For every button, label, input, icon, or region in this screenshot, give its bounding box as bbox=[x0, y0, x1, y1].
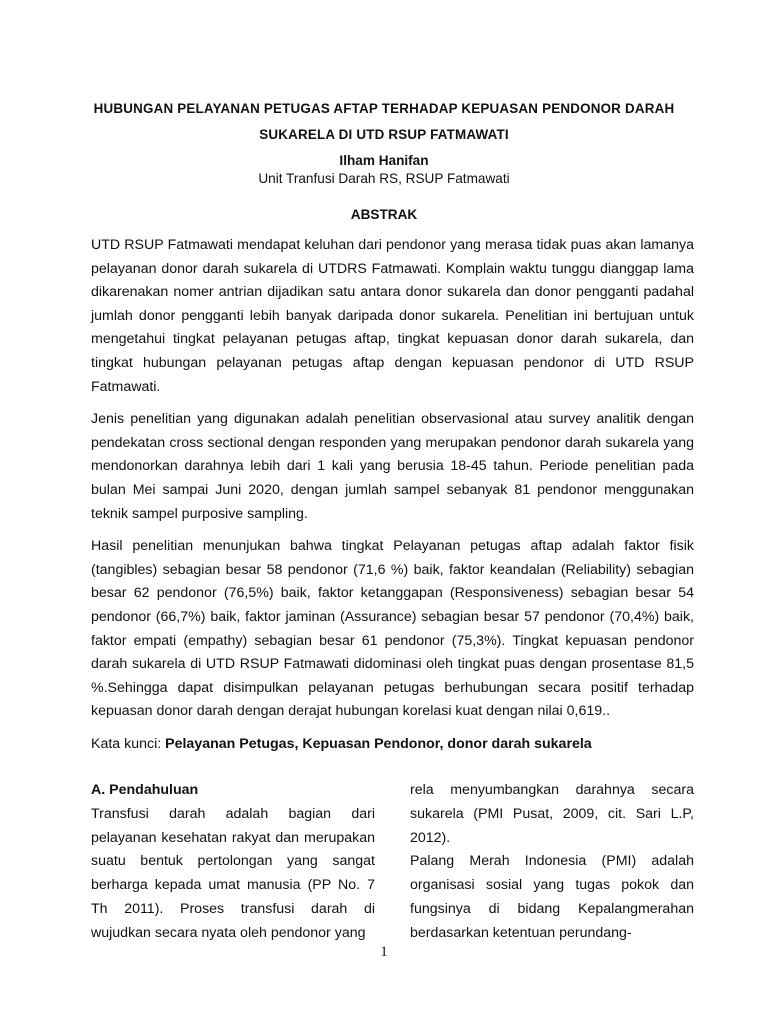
intro-paragraph: rela menyumbangkan darahnya secara sukarela (PMI Pusat, 2009, cit. Sari L.P, 2012). bbox=[410, 782, 694, 846]
abstract-paragraph: UTD RSUP Fatmawati mendapat keluhan dari pendonor yang merasa tidak puas akan lamanya pelayanan donor darah sukarela di UTDRS Fatmawati. Komplain waktu tunggu dianggap lama dikarenakan nomer antrian dijadikan satu antara donor sukarela dan donor pengganti padahal jumlah donor pengganti lebih banyak daripada donor sukarela. Penelitian ini bertujuan untuk mengetahui tingkat pelayanan petugas aftap, tingkat kepuasan donor darah sukarela, dan tingkat hubungan pelayanan petugas aftap dengan kepuasan pendonor di UTD RSUP Fatmawati. bbox=[91, 237, 694, 395]
column-right bbox=[410, 779, 694, 946]
paper-title: HUBUNGAN PELAYANAN PETUGAS AFTAP TERHADAP KEPUASAN PENDONOR DARAH SUKARELA DI UTD RSUP FATMAWATI bbox=[93, 101, 675, 142]
author-name: Ilham Hanifan bbox=[339, 153, 429, 168]
abstract-paragraph: Jenis penelitian yang digunakan adalah penelitian observasional atau survey analitik dengan pendekatan cross sectional dengan responden yang merupakan pendonor darah sukarela yang mendonorkan darahnya lebih dari 1 kali yang berusia 18-45 tahun. Periode penelitian pada bulan Mei sampai Juni 2020, dengan jumlah sampel sebanyak 81 pendonor menggunakan teknik sampel purposive sampling. bbox=[91, 411, 694, 522]
keywords-line bbox=[91, 733, 694, 757]
keywords: Pelayanan Petugas, Kepuasan Pendonor, donor darah sukarela bbox=[165, 735, 592, 752]
keywords-label: Kata kunci: bbox=[91, 735, 166, 752]
section-heading: A. Pendahuluan bbox=[91, 782, 199, 798]
author-block bbox=[80, 152, 688, 188]
abstract-body bbox=[91, 234, 694, 756]
author-affiliation: Unit Tranfusi Darah RS, RSUP Fatmawati bbox=[258, 171, 510, 186]
abstract-heading: ABSTRAK bbox=[350, 207, 418, 222]
abstract-paragraph: Hasil penelitian menunjukan bahwa tingkat Pelayanan petugas aftap adalah faktor fisik (tangibles) sebagian besar 58 pendonor (71,6 %) baik, faktor keandalan (Reliability) sebagian besar 62 pendonor (76,5%) baik, faktor ketanggapan (Responsiveness) sebagian besar 54 pendonor (66,7%) baik, faktor jaminan (Assurance) sebagian besar 57 pendonor (70,4%) baik, faktor empati (empathy) sebagian besar 61 pendonor (75,3%). Tingkat kepuasan pendonor darah sukarela di UTD RSUP Fatmawati didominasi oleh tingkat puas dengan prosentase 81,5 %.Sehingga dapat disimpulkan pelayanan petugas berhubungan secara positif terhadap kepuasan donor darah dengan derajat hubungan korelasi kuat dengan nilai 0,619.. bbox=[91, 538, 694, 720]
intro-paragraph: Transfusi darah adalah bagian dari pelayanan kesehatan rakyat dan merupakan suatu bentuk pertolongan yang sangat berharga kepada umat manusia (PP No. 7 Th 2011). Proses transfusi darah di wujudkan secara nyata oleh pendonor yang bbox=[91, 805, 375, 941]
page-number: 1 bbox=[380, 944, 388, 960]
column-left bbox=[91, 779, 375, 946]
intro-paragraph: Palang Merah Indonesia (PMI) adalah organisasi sosial yang tugas pokok dan fungsinya di bidang Kepalangmerahan berdasarkan ketentuan perundang- bbox=[410, 853, 694, 941]
